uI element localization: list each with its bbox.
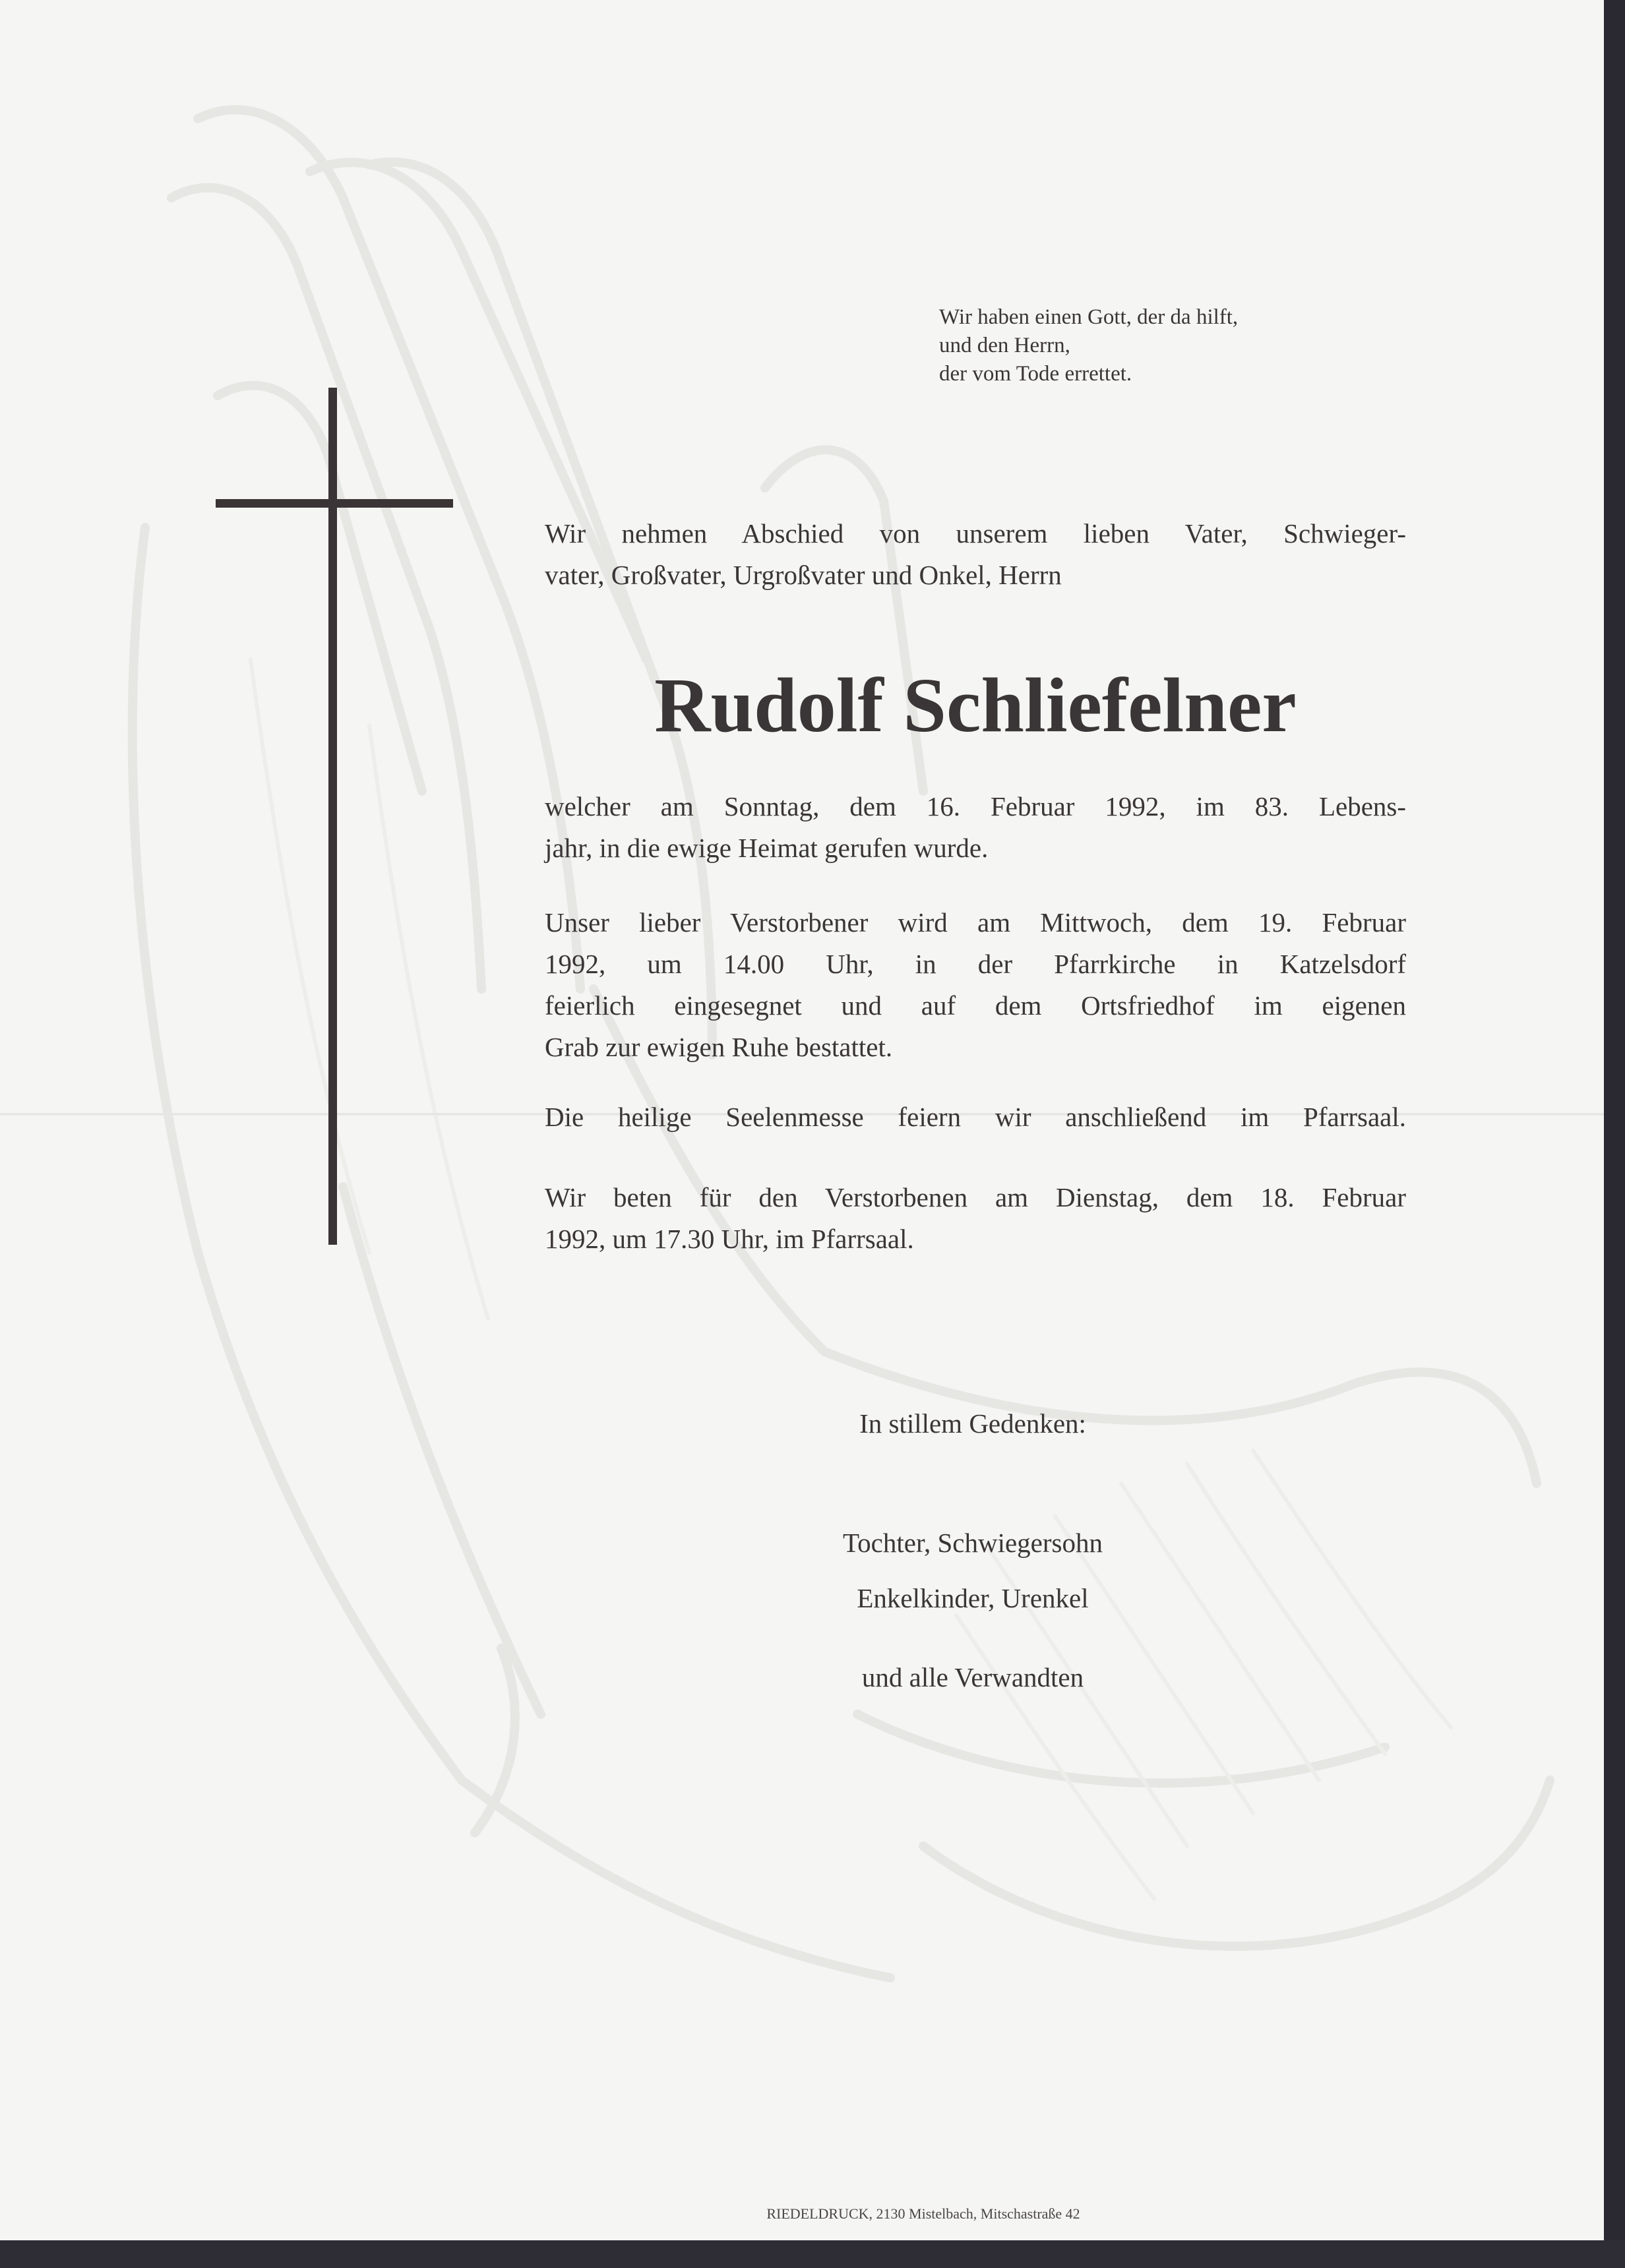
funeral-details [545, 902, 1406, 1068]
text-line: 1992, um 17.30 Uhr, im Pfarrsaal. [545, 1224, 914, 1254]
text-line: Grab zur ewigen Ruhe bestattet. [545, 1032, 893, 1062]
mourner-line: Tochter, Schwiegersohn [843, 1528, 1103, 1558]
mourner-line: und alle Verwandten [861, 1662, 1084, 1692]
text-line: feierlich eingesegnet und auf dem Ortsfriedhof im eigenen [545, 990, 1406, 1021]
remembrance-heading: In stillem Gedenken: [859, 1408, 1086, 1439]
mourner-line: Enkelkinder, Urenkel [857, 1583, 1089, 1613]
text-line: 1992, um 14.00 Uhr, in der Pfarrkirche in Katzelsdorf [545, 949, 1406, 979]
text-line: vater, Großvater, Urgroßvater und Onkel, Herrn [545, 560, 1062, 590]
prayer-notice [545, 1177, 1406, 1260]
text-line: jahr, in die ewige Heimat gerufen wurde. [545, 833, 989, 863]
text-line: Wir nehmen Abschied von unserem lieben Vater, Schwieger- [545, 518, 1406, 549]
text-line: Wir beten für den Verstorbenen am Dienstag, dem 18. Februar [545, 1182, 1406, 1212]
verse-line: und den Herrn, [939, 334, 1070, 357]
verse-line: der vom Tode errettet. [939, 362, 1132, 386]
text-line: Die heilige Seelenmesse feiern wir anschließend im Pfarrsaal. [545, 1102, 1406, 1132]
cross-icon-horizontal-beam [216, 499, 453, 508]
requiem-mass-notice [545, 1096, 1406, 1138]
printer-imprint: RIEDELDRUCK, 2130 Mistelbach, Mitschastraße 42 [766, 2205, 1080, 2222]
scan-edge-right [1604, 0, 1625, 2268]
scan-edge-bottom [0, 2240, 1625, 2268]
verse-line: Wir haben einen Gott, der da hilft, [939, 305, 1239, 329]
deceased-name: Rudolf Schliefelner [654, 662, 1297, 748]
death-notice [545, 786, 1406, 869]
farewell-intro [545, 513, 1406, 596]
cross-icon-vertical-beam [328, 388, 337, 1245]
bible-verse [939, 303, 1401, 388]
text-line: Unser lieber Verstorbener wird am Mittwoch, dem 19. Februar [545, 907, 1406, 938]
text-line: welcher am Sonntag, dem 16. Februar 1992, im 83. Lebens- [545, 791, 1406, 821]
